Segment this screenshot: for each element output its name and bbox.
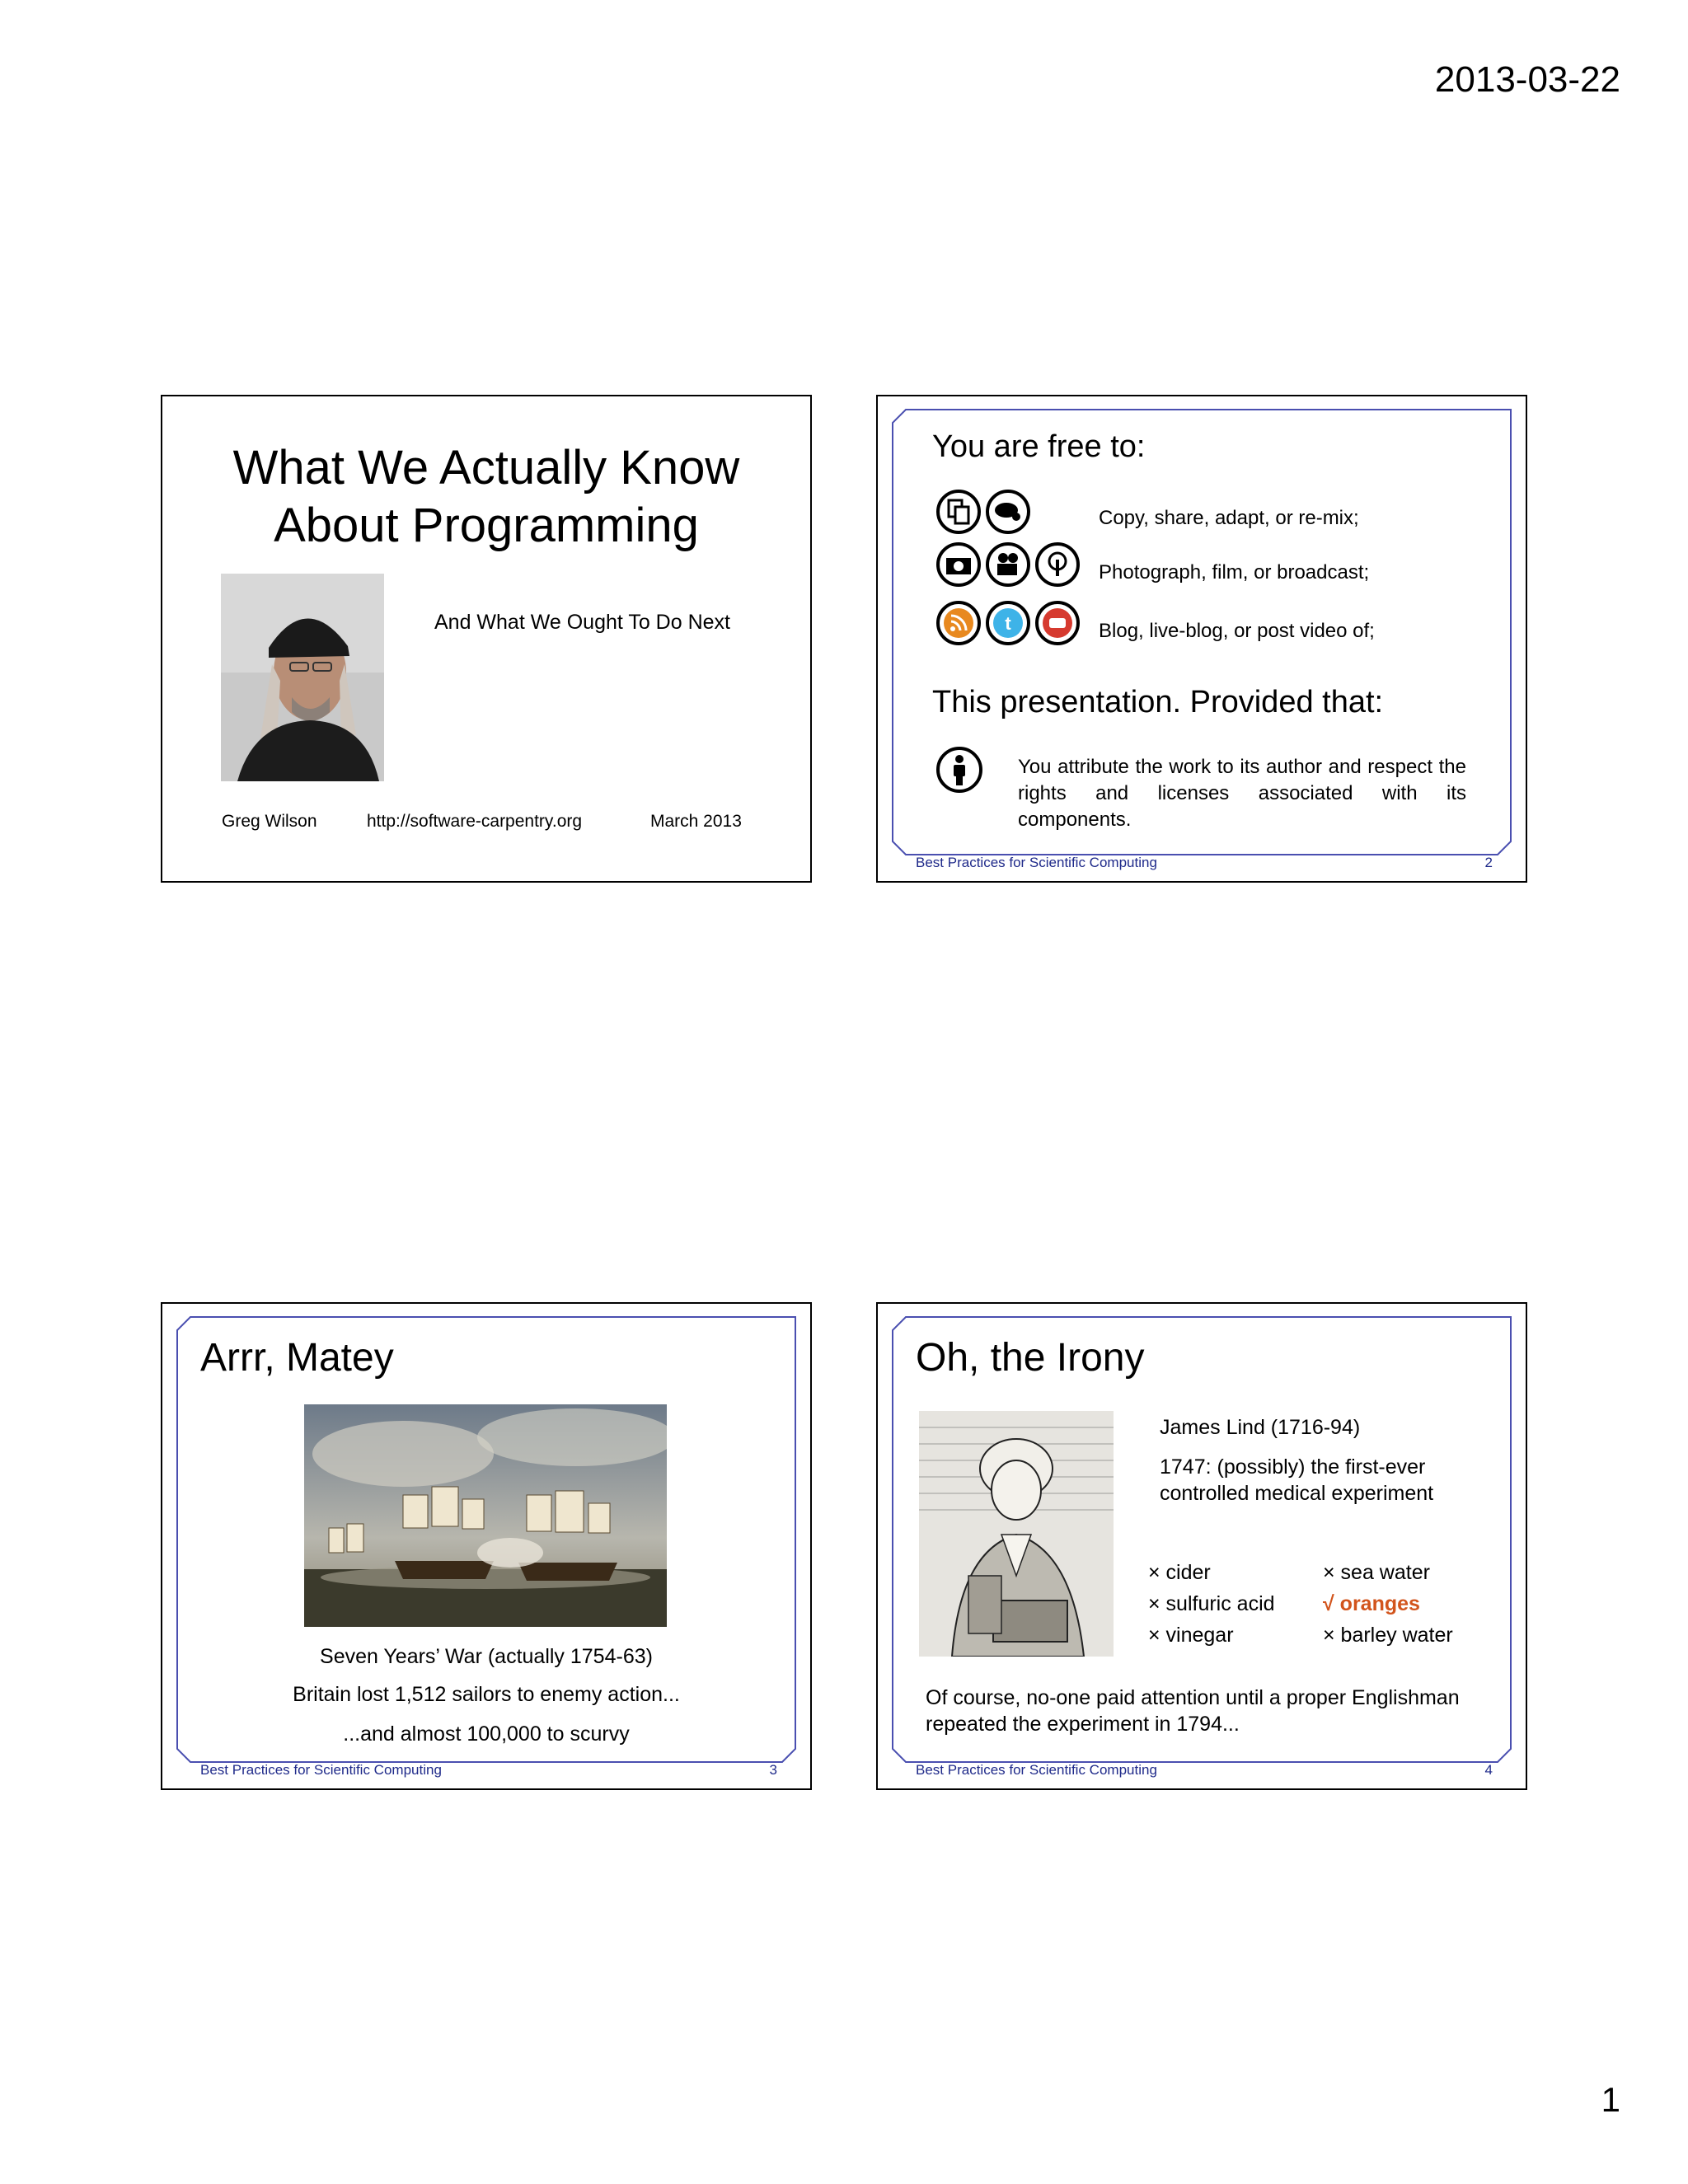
copy-icon (935, 489, 982, 535)
film-icon (985, 541, 1031, 588)
slide-footer (916, 1762, 1493, 1779)
twitter-icon (985, 600, 1031, 646)
naval-battle-painting (304, 1404, 667, 1627)
camera-icon (935, 541, 982, 588)
icon-row-3 (935, 600, 1081, 646)
trial-sea-water: × sea water (1323, 1561, 1430, 1584)
svg-text:t: t (1005, 613, 1011, 634)
icon-row-1 (935, 489, 1031, 535)
james-lind-portrait (919, 1411, 1114, 1657)
author-url: http://software-carpentry.org (367, 812, 583, 831)
caption-enemy-action: Britain lost 1,512 sailors to enemy action... (293, 1683, 680, 1706)
slide-1-subtitle: And What We Ought To Do Next (434, 611, 730, 634)
page-date: 2013-03-22 (1434, 59, 1620, 100)
title-line-2: About Programming (274, 499, 699, 552)
trial-cider: × cider (1148, 1561, 1211, 1584)
footer-number: 2 (1484, 855, 1493, 870)
caption-seven-years-war: Seven Years’ War (actually 1754-63) (320, 1645, 653, 1668)
presentation-date: March 2013 (650, 812, 742, 831)
slide-3-title: Arrr, Matey (200, 1336, 394, 1380)
author-photo (221, 574, 384, 781)
slide-1-title (179, 439, 794, 555)
row-1-text: Copy, share, adapt, or re-mix; (1099, 507, 1359, 529)
footer-number: 3 (769, 1762, 777, 1778)
free-to-heading: You are free to: (932, 429, 1146, 464)
lind-name: James Lind (1716-94) (1160, 1416, 1361, 1439)
row-2-text: Photograph, film, or broadcast; (1099, 561, 1370, 583)
rss-icon (935, 600, 982, 646)
row-3-text: Blog, live-blog, or post video of; (1099, 620, 1375, 642)
footer-number: 4 (1484, 1762, 1493, 1778)
youtube-icon (1034, 600, 1081, 646)
slide-2 (876, 395, 1527, 883)
slide-3 (161, 1302, 812, 1790)
trial-vinegar: × vinegar (1148, 1624, 1234, 1647)
footer-title: Best Practices for Scientific Computing (200, 1762, 442, 1778)
attribution-text: You attribute the work to its author and respect the rights and licenses associated with its components. (1018, 756, 1466, 831)
slide-footer (200, 1762, 777, 1779)
slide-4-conclusion: Of course, no-one paid attention until a proper Englishman repeated the experiment in 1794... (926, 1686, 1460, 1736)
page-number: 1 (1601, 2080, 1620, 2119)
author-name: Greg Wilson (222, 812, 317, 831)
trial-sulfuric-acid: × sulfuric acid (1148, 1592, 1275, 1615)
lind-fact: 1747: (possibly) the first-ever controlled medical experiment (1160, 1455, 1434, 1505)
slide-4 (876, 1302, 1527, 1790)
footer-title: Best Practices for Scientific Computing (916, 1762, 1157, 1778)
slide-4-title: Oh, the Irony (916, 1336, 1145, 1380)
trial-barley-water: × barley water (1323, 1624, 1453, 1647)
icon-row-2 (935, 541, 1081, 588)
attribution-icon (935, 746, 983, 794)
broadcast-icon (1034, 541, 1081, 588)
trial-oranges: √ oranges (1323, 1592, 1420, 1615)
slide-1 (161, 395, 812, 883)
remix-icon (985, 489, 1031, 535)
provided-heading: This presentation. Provided that: (932, 685, 1384, 719)
slide-footer (916, 855, 1493, 871)
footer-title: Best Practices for Scientific Computing (916, 855, 1157, 870)
title-line-1: What We Actually Know (232, 441, 740, 494)
caption-scurvy: ...and almost 100,000 to scurvy (343, 1722, 630, 1746)
